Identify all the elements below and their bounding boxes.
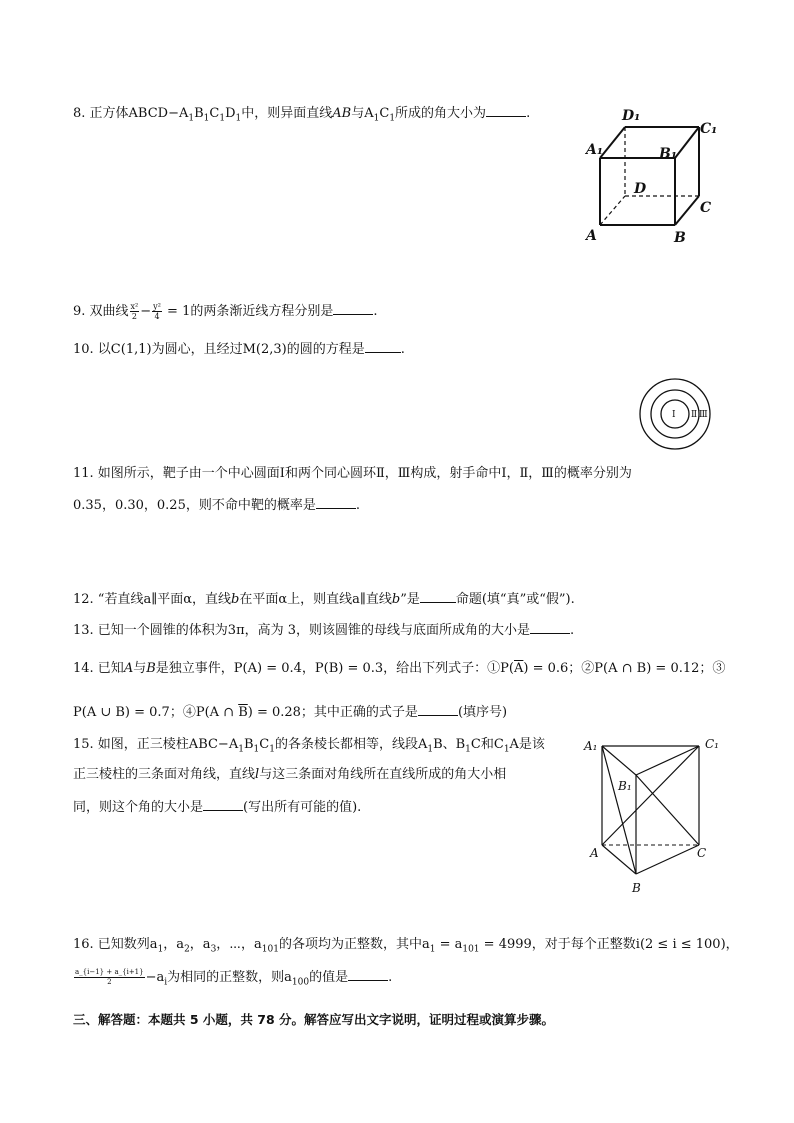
q16-text: ，a (189, 937, 211, 952)
subscript: 1 (157, 944, 164, 955)
q15-text: (写出所有可能的值). (243, 800, 362, 815)
q8-end: . (526, 106, 531, 121)
subscript: 3 (210, 944, 217, 955)
cube-figure (582, 100, 722, 255)
cube-label-c1: C₁ (700, 121, 718, 137)
q12-text: 命题(填“真”或“假”). (455, 592, 575, 607)
target-label-1: Ⅰ (672, 410, 676, 420)
answer-blank[interactable] (486, 104, 526, 117)
target-figure (634, 376, 716, 454)
minus: − (140, 304, 152, 319)
q9-text: = 1的两条渐近线方程分别是 (162, 304, 334, 319)
q8-text: 中，则异面直线 (241, 106, 333, 121)
frac-num: a_{i−1} + a_{i+1} (75, 968, 144, 976)
subscript: 100 (291, 977, 310, 988)
q14-text: 是独立事件，P(A) = 0.4，P(B) = 0.3，给出下列式子：①P( (155, 661, 514, 676)
q8-italic: AB (332, 106, 352, 121)
answer-blank[interactable] (365, 340, 401, 353)
subscript: 1 (389, 113, 396, 124)
q9-text: 9. 双曲线 (73, 304, 129, 319)
subscript: 1 (465, 744, 471, 755)
q8-text: 所成的角大小为 (395, 106, 487, 121)
q14-text: ) = 0.6；②P(A ∩ B) = 0.12；③ (523, 661, 726, 676)
q14-text: (填序号) (457, 705, 508, 720)
subscript: 1 (219, 113, 226, 124)
cube-label-d: D (634, 181, 647, 197)
subscript: 1 (188, 113, 195, 124)
q15-italic: l (255, 767, 260, 782)
prism-label-b1: B₁ (618, 779, 632, 793)
q15-text: C和C (470, 737, 504, 752)
prism-label-a1: A₁ (584, 739, 598, 753)
answer-blank[interactable] (418, 703, 458, 716)
q14-text: 14. 已知 (73, 661, 124, 676)
q12-italic: b (391, 592, 401, 607)
prism-label-b: B (632, 881, 641, 895)
subscript: 101 (261, 944, 279, 955)
question-12 (73, 590, 575, 609)
prism-figure (582, 732, 732, 900)
q16-text: ，⋯，a (216, 937, 262, 952)
q8-text: D (225, 106, 236, 121)
q15-text: 的各条棱长都相等，线段A (274, 737, 428, 752)
q11-end: . (355, 498, 360, 513)
question-15-line-3 (73, 798, 361, 817)
subscript: 1 (269, 744, 275, 755)
q12-italic: b (231, 592, 240, 607)
subscript: 1 (373, 113, 380, 124)
q8-text: C (379, 106, 390, 121)
question-14-line-2 (73, 703, 507, 722)
frac-den: 4 (154, 312, 160, 321)
q14-text: 与 (133, 661, 147, 676)
answer-blank[interactable] (420, 590, 456, 603)
q8-text: 8. 正方体ABCD−A (73, 106, 189, 121)
q16-text: = 4999，对于每个正整数i(2 ≤ i ≤ 100)， (479, 937, 739, 952)
question-9 (73, 302, 377, 321)
complement-a: $\overline{A}$ (514, 661, 524, 676)
fraction (130, 302, 140, 321)
question-15-line-1 (73, 736, 545, 759)
frac-num: x² (130, 302, 139, 311)
q16-text: = a (435, 937, 463, 952)
q15-text: 15. 如图，正三棱柱ABC−A (73, 737, 239, 752)
q10-end: . (400, 342, 405, 357)
subscript: 1 (235, 113, 242, 124)
frac-den: 2 (107, 978, 112, 986)
answer-blank[interactable] (316, 496, 356, 509)
subscript: 2 (184, 944, 190, 955)
subscript: 1 (238, 744, 244, 755)
q16-text: 的各项均为正整数，其中a (278, 937, 430, 952)
question-11-line-2 (73, 496, 360, 515)
frac-num: y² (153, 302, 161, 311)
q12-text: 在平面α上，则直线a∥直线 (239, 592, 392, 607)
question-8 (73, 104, 530, 128)
q11-text: 11. 如图所示，靶子由一个中心圆面Ⅰ和两个同心圆环Ⅱ，Ⅲ构成，射手命中Ⅰ，Ⅱ，Ⅲ的概率分别为 (73, 466, 632, 481)
cube-label-a1: A₁ (586, 142, 603, 158)
question-16-line-2 (73, 968, 392, 992)
question-11-line-1 (73, 465, 632, 483)
answer-blank[interactable] (348, 968, 388, 981)
q13-end: . (570, 623, 575, 638)
subscript: 1 (203, 113, 210, 124)
subscript: i (164, 977, 168, 988)
q15-text: B、B (433, 737, 466, 752)
q15-text: C (259, 737, 270, 752)
q12-text: 12. “若直线a∥平面α，直线 (73, 592, 231, 607)
complement-b: $\overline{B}$ (238, 705, 248, 720)
cube-label-d1: D₁ (622, 108, 641, 124)
subscript: 1 (429, 944, 436, 955)
target-label-2: Ⅱ (691, 410, 698, 420)
answer-blank[interactable] (530, 621, 570, 634)
subscript: 1 (253, 744, 260, 755)
cube-label-b1: B₁ (659, 146, 677, 162)
q8-text: 与A (351, 106, 374, 121)
section-heading (73, 1011, 554, 1029)
q13-text: 13. 已知一个圆锥的体积为3π，高为 3，则该圆锥的母线与底面所成角的大小是 (73, 623, 531, 638)
answer-blank[interactable] (333, 302, 373, 315)
question-16-line-1 (73, 936, 739, 959)
prism-label-c1: C₁ (705, 737, 719, 751)
q15-text: A是该 (509, 737, 545, 752)
cube-label-a: A (586, 228, 597, 244)
question-14-line-1 (73, 660, 725, 678)
q14-text: P(A ∪ B) = 0.7；④P(A ∩ (73, 705, 239, 720)
q15-text: 与这三条面对角线所在直线所成的角大小相 (259, 767, 507, 782)
q9-end: . (373, 304, 378, 319)
question-13 (73, 621, 574, 640)
q16-text: 16. 已知数列a (73, 937, 158, 952)
q8-text: C (209, 106, 220, 121)
question-10 (73, 340, 405, 359)
subscript: 101 (462, 944, 480, 955)
q12-text: ”是 (400, 592, 420, 607)
fraction (74, 968, 145, 987)
prism-label-c: C (697, 846, 707, 860)
frac-den: 2 (131, 312, 137, 321)
prism-label-a: A (590, 846, 599, 860)
q14-text: ) = 0.28；其中正确的式子是 (247, 705, 418, 720)
q15-text: 正三棱柱的三条面对角线，直线 (73, 767, 256, 782)
q16-end: . (388, 970, 393, 985)
section-heading-text: 三、解答题：本题共 5 小题，共 78 分。解答应写出文字说明，证明过程或演算步骤。 (73, 1012, 555, 1027)
q8-text: B (194, 106, 204, 121)
answer-blank[interactable] (203, 798, 243, 811)
cube-label-b: B (674, 230, 686, 246)
q15-text: 同，则这个角的大小是 (73, 800, 204, 815)
question-15-line-2 (73, 766, 506, 784)
q16-text: 为相同的正整数，则a (167, 970, 292, 985)
q14-italic: B (146, 661, 156, 676)
subscript: 1 (427, 744, 434, 755)
cube-label-c: C (700, 200, 712, 216)
fraction (152, 302, 162, 321)
q10-text: 10. 以C(1,1)为圆心，且经过M(2,3)的圆的方程是 (73, 342, 365, 357)
q14-italic: A (123, 661, 134, 676)
q16-text: 的值是 (309, 970, 349, 985)
q16-text: ，a (163, 937, 185, 952)
q16-text: −a (145, 970, 165, 985)
target-label-3: Ⅲ (699, 410, 708, 420)
subscript: 1 (503, 744, 510, 755)
q11-text: 0.35，0.30，0.25，则不命中靶的概率是 (73, 498, 316, 513)
q15-text: B (243, 737, 254, 752)
